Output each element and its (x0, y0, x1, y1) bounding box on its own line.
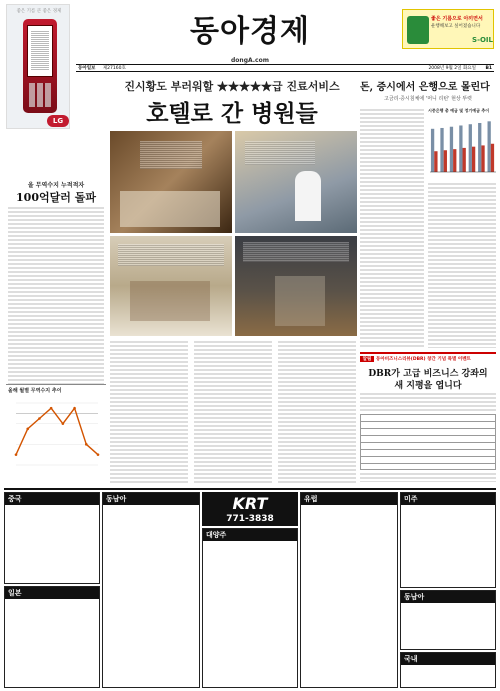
bank-bar (440, 128, 443, 172)
phone-screen (27, 25, 53, 77)
ad-badge-icon (407, 16, 429, 44)
center-text-col-2 (194, 340, 272, 484)
top-right-ad (402, 9, 494, 49)
center-text-col-3 (278, 340, 356, 484)
issue-date: 2008년 9월 2일 화요일 (428, 66, 476, 71)
trade-point (62, 422, 65, 425)
phone-keypad (29, 83, 51, 107)
left-story-kicker: 올 무역수지 누적적자 (27, 182, 85, 189)
phone-device (23, 19, 57, 113)
dateline-bar (76, 64, 494, 72)
trade-point (50, 407, 53, 410)
lg-logo: LG (47, 115, 69, 127)
bank-bar (491, 144, 494, 172)
ad-head-china: 중국 (5, 493, 99, 505)
main-story-headline: 호텔로 간 병원들 (146, 100, 318, 127)
ad-subline: 운행해보고 싶어졌습니다 (431, 24, 481, 29)
notice-headline-1: DBR가 고급 비즈니스 강좌의 (368, 369, 488, 379)
notice-headline-2: 새 지평을 엽니다 (394, 381, 462, 391)
bank-chart-title: 시중은행 총 예금 및 정기예금 추이 (428, 108, 490, 113)
notice-label: 알림 (360, 356, 374, 362)
ad-head-domestic: 국내 (401, 653, 495, 665)
krt-ad (202, 492, 298, 526)
trade-series-line (16, 408, 98, 455)
ad-block-domestic (400, 652, 496, 688)
ad-head-oceania: 대양주 (203, 529, 297, 541)
hospital-photo-3 (110, 236, 232, 336)
ad-block-sea-2 (400, 590, 496, 650)
ad-head-europe: 유럽 (301, 493, 397, 505)
bank-chart (428, 108, 496, 178)
right-story-body-1 (360, 108, 424, 348)
bank-bar (444, 150, 447, 172)
trade-point (85, 443, 88, 446)
issue-paper: 동아일보 (78, 66, 96, 71)
hospital-photo-2 (235, 131, 357, 233)
bank-bar (453, 149, 456, 172)
left-phone-ad (6, 4, 70, 129)
bank-bar (459, 125, 462, 172)
masthead-domain: dongA.com (231, 57, 269, 64)
bank-bar (450, 127, 453, 172)
bank-bar (431, 129, 434, 172)
bank-bar (434, 151, 437, 172)
center-text-col-1 (110, 340, 188, 484)
classifieds-area (4, 488, 496, 688)
trade-point (97, 453, 100, 456)
ad-head-sea-2: 동남아 (401, 591, 495, 603)
bank-bar (478, 123, 481, 172)
bank-bar (469, 124, 472, 172)
hospital-photo-1 (110, 131, 232, 233)
left-story (6, 134, 106, 479)
s-oil-logo: S-OIL (472, 36, 493, 44)
main-story-kicker: 진시황도 부러워할 ★★★★★급 진료서비스 (124, 80, 340, 93)
page-number: B1 (485, 66, 492, 71)
ad-block-china (4, 492, 100, 584)
ad-block-japan (4, 586, 100, 688)
trade-chart-svg (10, 397, 102, 475)
trade-point (38, 417, 41, 420)
notice-title: 동아비즈니스리뷰(DBR) 창간 기념 특별 이벤트 (376, 357, 471, 362)
notice-box (360, 352, 496, 482)
center-text-block (108, 338, 358, 486)
ad-head-sea-1: 동남아 (103, 493, 199, 505)
notice-body (360, 392, 496, 412)
trade-point (26, 428, 29, 431)
bank-bar (463, 148, 466, 172)
notice-footer (360, 472, 496, 482)
bank-bar (481, 145, 484, 172)
hospital-photo-4 (235, 236, 357, 336)
ad-head-japan: 일본 (5, 587, 99, 599)
trade-point (15, 453, 18, 456)
left-story-body (8, 206, 104, 384)
bank-chart-svg (428, 116, 496, 176)
krt-phone: 771-3838 (226, 514, 274, 524)
krt-logo: KRT (232, 494, 268, 513)
right-story-headline: 돈, 증시에서 은행으로 몰린다 (360, 82, 490, 93)
ad-block-america (400, 492, 496, 588)
ad-head-america: 미주 (401, 493, 495, 505)
masthead-title: 동아경제 (190, 14, 310, 49)
ad-tagline: 좋은 기름 큰 좋은 경제 (16, 9, 62, 14)
bank-bar (488, 121, 491, 172)
right-story-subline: 고금리·증시침체에 '머니 리턴' 현상 뚜렷 (384, 96, 472, 102)
ad-headline: 좋은 기름으로 아끼면서 (431, 16, 483, 22)
right-story-body-2 (428, 182, 496, 348)
trade-point (73, 407, 76, 410)
bank-bar (472, 147, 475, 172)
photo-grid (110, 131, 357, 336)
notice-table (360, 414, 496, 470)
ad-block-oceania (202, 528, 298, 688)
ad-block-sea-1 (102, 492, 200, 688)
trade-chart (6, 384, 106, 479)
left-story-headline: 100억달러 돌파 (16, 191, 96, 204)
trade-chart-title: 올해 월별 무역수지 추이 (8, 388, 62, 394)
ad-block-europe (300, 492, 398, 688)
issue-no: 제27160호 (102, 66, 126, 71)
